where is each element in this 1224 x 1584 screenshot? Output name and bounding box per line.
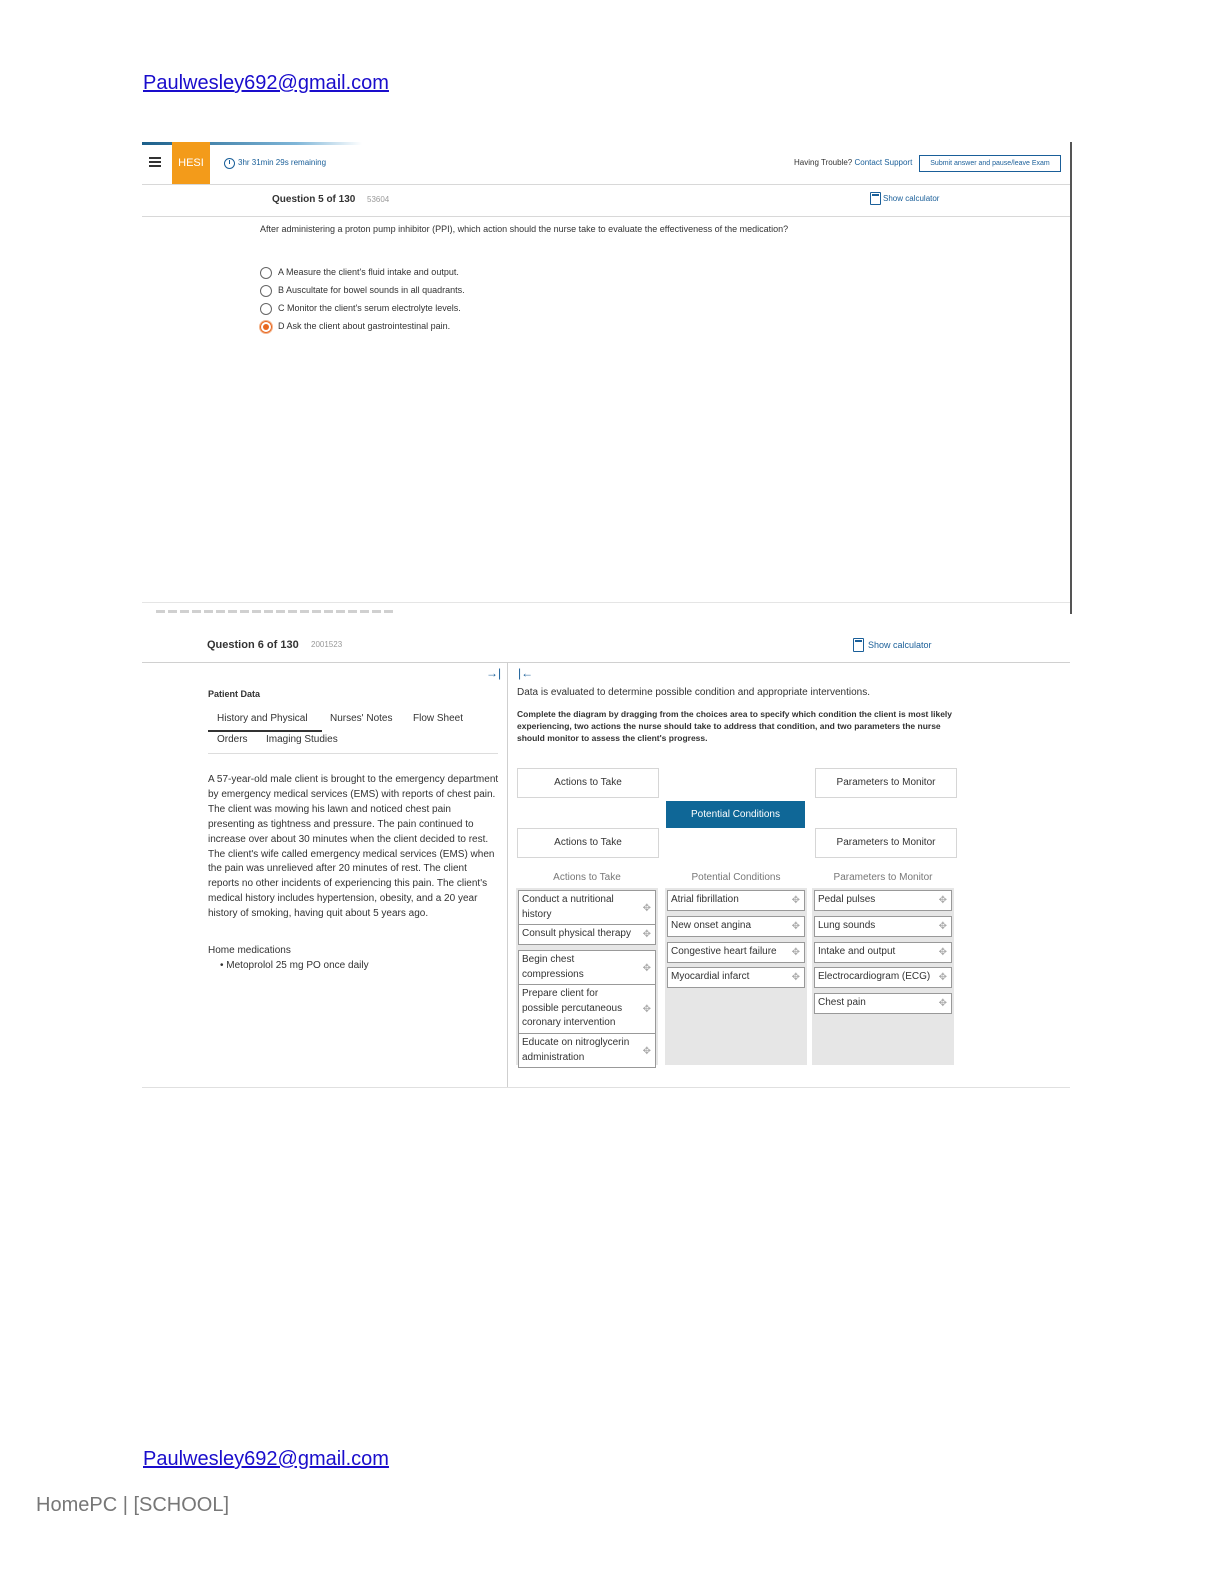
choice-parameter[interactable] — [814, 890, 952, 911]
conditions-column-header: Potential Conditions — [691, 872, 781, 883]
calculator-icon[interactable] — [853, 638, 864, 652]
choice-parameter[interactable] — [814, 942, 952, 963]
move-icon: ✥ — [642, 962, 651, 974]
choice-label: Begin chest compressions — [522, 954, 584, 980]
home-medications-title: Home medications — [208, 945, 291, 956]
question-header — [142, 632, 1070, 663]
hesi-logo: HESI — [172, 142, 210, 184]
document-footer: HomePC | [SCHOOL] — [36, 1494, 230, 1516]
exam-header — [142, 142, 1070, 185]
exam-screen-question-6 — [142, 632, 1070, 1088]
hamburger-icon[interactable] — [149, 157, 161, 167]
tabs-divider — [208, 753, 498, 754]
choice-label: Lung sounds — [818, 920, 876, 931]
tab-nurses-notes[interactable]: Nurses' Notes — [330, 713, 393, 724]
move-icon: ✥ — [938, 947, 947, 959]
move-icon: ✥ — [938, 998, 947, 1010]
move-icon: ✥ — [938, 921, 947, 933]
choice-condition[interactable] — [667, 967, 805, 988]
option-d-text: D Ask the client about gastrointestinal pain. — [278, 321, 451, 331]
actions-column-header: Actions to Take — [553, 872, 621, 883]
move-icon: ✥ — [642, 929, 651, 941]
radio-option-a[interactable] — [260, 267, 272, 279]
option-c-text: C Monitor the client's serum electrolyte levels. — [278, 303, 461, 313]
question-number: Question 5 of 130 — [272, 194, 356, 205]
move-icon: ✥ — [642, 902, 651, 914]
exam-screen-question-5 — [142, 142, 1072, 614]
clock-icon — [224, 158, 235, 169]
choice-condition[interactable] — [667, 916, 805, 937]
task-intro: Data is evaluated to determine possible condition and appropriate interventions. — [517, 687, 870, 698]
tab-history-and-physical[interactable]: History and Physical — [217, 713, 308, 724]
contact-support-link[interactable]: Contact Support — [854, 158, 913, 167]
parameters-column-header: Parameters to Monitor — [833, 872, 933, 883]
move-icon: ✥ — [642, 1045, 651, 1057]
medication-item: • Metoprolol 25 mg PO once daily — [220, 960, 369, 971]
question-code: 2001523 — [311, 640, 343, 649]
choice-label: Chest pain — [818, 997, 866, 1008]
tab-imaging-studies[interactable]: Imaging Studies — [266, 734, 338, 745]
having-trouble-label: Having Trouble? — [794, 158, 853, 167]
show-calculator-link[interactable]: Show calculator — [868, 640, 932, 650]
task-instructions: Complete the diagram by dragging from the choices area to specify which condition the client is most likely experiencing, two actions the nurse should take to address that condition, and two parameters the nurse should monitor to assess the client's progress. — [517, 709, 953, 743]
choice-action[interactable] — [518, 984, 656, 1034]
question-stem: After administering a proton pump inhibitor (PPI), which action should the nurse take to evaluate the effectiveness of the medication? — [260, 224, 789, 234]
choice-condition[interactable] — [667, 890, 805, 911]
choice-label: Intake and output — [818, 946, 896, 957]
collapse-panel-icon[interactable]: →| — [486, 666, 502, 680]
choice-label: Prepare client for possible percutaneous coronary intervention — [522, 988, 623, 1029]
history-paragraph: A 57-year-old male client is brought to the emergency department by emergency medical services (EMS) with reports of chest pain. The client was mowing his lawn and noticed chest pain presenting as tightness and pressure. The pain continued to increase over about 30 minutes when the client decided to rest. The client's wife called emergency medical services (EMS) when the pain was unrelieved after 20 minutes of rest. The client reports no other incidents of experiencing this pain. The client's medical history includes hypertension, obesity, and a 20 year history of smoking, having quit about 5 years ago. — [208, 774, 499, 920]
having-trouble — [794, 158, 912, 167]
choice-label: Electrocardiogram (ECG) — [818, 971, 931, 982]
radio-option-c[interactable] — [260, 303, 272, 315]
move-icon: ✥ — [642, 1003, 651, 1015]
option-a-text: A Measure the client's fluid intake and output. — [278, 267, 459, 277]
drop-slot-parameter-1[interactable]: Parameters to Monitor — [815, 768, 957, 798]
choice-action[interactable] — [518, 924, 656, 945]
radio-option-d-selected[interactable] — [260, 321, 272, 333]
calculator-icon[interactable] — [870, 192, 881, 205]
choice-label: Myocardial infarct — [671, 971, 750, 982]
choice-parameter[interactable] — [814, 967, 952, 988]
choice-label: Congestive heart failure — [671, 946, 777, 957]
choice-action[interactable] — [518, 1033, 656, 1068]
email-link-bottom[interactable]: Paulwesley692@gmail.com — [143, 1448, 389, 1470]
choice-action[interactable] — [518, 950, 656, 985]
move-icon: ✥ — [791, 972, 800, 984]
patient-data-title: Patient Data — [208, 689, 261, 699]
footer-divider — [142, 602, 1070, 603]
drop-slot-parameter-2[interactable]: Parameters to Monitor — [815, 828, 957, 858]
choice-label: Educate on nitroglycerin administration — [522, 1037, 630, 1063]
choice-label: Atrial fibrillation — [671, 894, 739, 905]
question-code: 53604 — [367, 195, 390, 204]
move-icon: ✥ — [791, 947, 800, 959]
time-remaining: 3hr 31min 29s remaining — [238, 158, 327, 167]
tab-orders[interactable]: Orders — [217, 734, 248, 745]
drop-slot-condition[interactable]: Potential Conditions — [666, 801, 805, 828]
active-tab-underline — [208, 730, 322, 732]
radio-option-b[interactable] — [260, 285, 272, 297]
choice-condition[interactable] — [667, 942, 805, 963]
show-calculator-link[interactable]: Show calculator — [883, 194, 940, 203]
option-b-text: B Auscultate for bowel sounds in all quadrants. — [278, 285, 465, 295]
expand-panel-icon[interactable]: |← — [518, 666, 534, 680]
move-icon: ✥ — [791, 895, 800, 907]
move-icon: ✥ — [938, 972, 947, 984]
move-icon: ✥ — [938, 895, 947, 907]
email-link-top[interactable]: Paulwesley692@gmail.com — [143, 72, 389, 94]
choice-label: Consult physical therapy — [522, 928, 631, 939]
question-header — [142, 184, 1070, 217]
choice-parameter[interactable] — [814, 916, 952, 937]
choice-action[interactable] — [518, 890, 656, 925]
choice-label: Pedal pulses — [818, 894, 876, 905]
submit-pause-button[interactable]: Submit answer and pause/leave Exam — [919, 155, 1061, 172]
drop-slot-action-2[interactable]: Actions to Take — [517, 828, 659, 858]
panel-divider[interactable] — [507, 662, 508, 1087]
choice-parameter[interactable] — [814, 993, 952, 1014]
tab-flow-sheet[interactable]: Flow Sheet — [413, 713, 464, 724]
choice-label: Conduct a nutritional history — [522, 894, 614, 920]
copyright-text-faint — [156, 610, 396, 613]
move-icon: ✥ — [791, 921, 800, 933]
question-number: Question 6 of 130 — [207, 639, 299, 651]
choice-label: New onset angina — [671, 920, 752, 931]
drop-slot-action-1[interactable]: Actions to Take — [517, 768, 659, 798]
